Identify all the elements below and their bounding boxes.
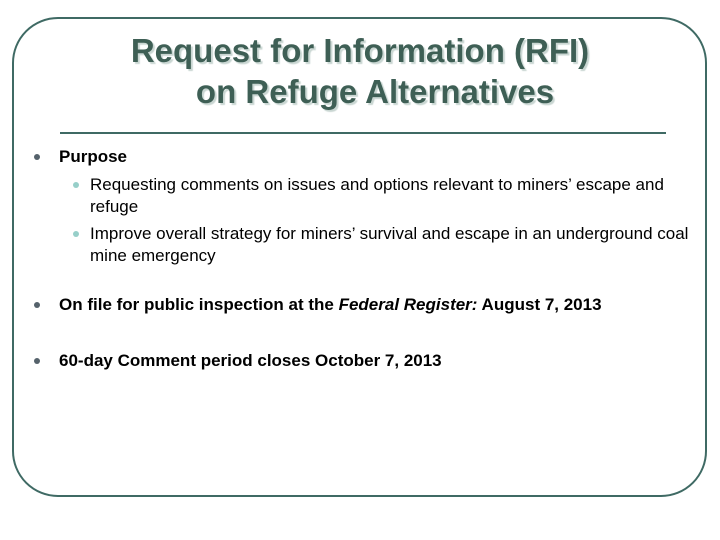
bullet-dot-icon — [34, 302, 40, 308]
bullet-public-inspection — [32, 294, 702, 316]
public-inspection-date: August 7, 2013 — [477, 295, 602, 314]
sub-bullet-item — [32, 223, 702, 267]
bullet-dot-icon — [34, 358, 40, 364]
sub-bullet-text: Improve overall strategy for miners’ survival and escape in an underground coal mine emergency — [90, 224, 689, 265]
title-line-2: on Refuge Alternatives — [195, 73, 555, 110]
bullet-dot-icon — [34, 154, 40, 160]
bullet-comment-period — [32, 350, 702, 372]
public-inspection-prefix: On file for public inspection at the — [59, 295, 339, 314]
comment-period-text: 60-day Comment period closes October 7, 2013 — [59, 351, 442, 370]
bullet-purpose-label: Purpose — [59, 147, 128, 166]
sub-bullet-text: Requesting comments on issues and options relevant to miners’ escape and refuge — [90, 175, 664, 216]
title-line-1: Request for Information (RFI) — [130, 32, 590, 69]
slide-body — [32, 146, 702, 372]
federal-register-name: Federal Register: — [338, 295, 478, 314]
title-divider — [60, 132, 666, 134]
sub-bullet-dot-icon — [73, 182, 79, 188]
slide-title — [40, 30, 680, 112]
purpose-sublist — [32, 174, 702, 267]
sub-bullet-item — [32, 174, 702, 218]
bullet-purpose — [32, 146, 702, 168]
sub-bullet-dot-icon — [73, 231, 79, 237]
